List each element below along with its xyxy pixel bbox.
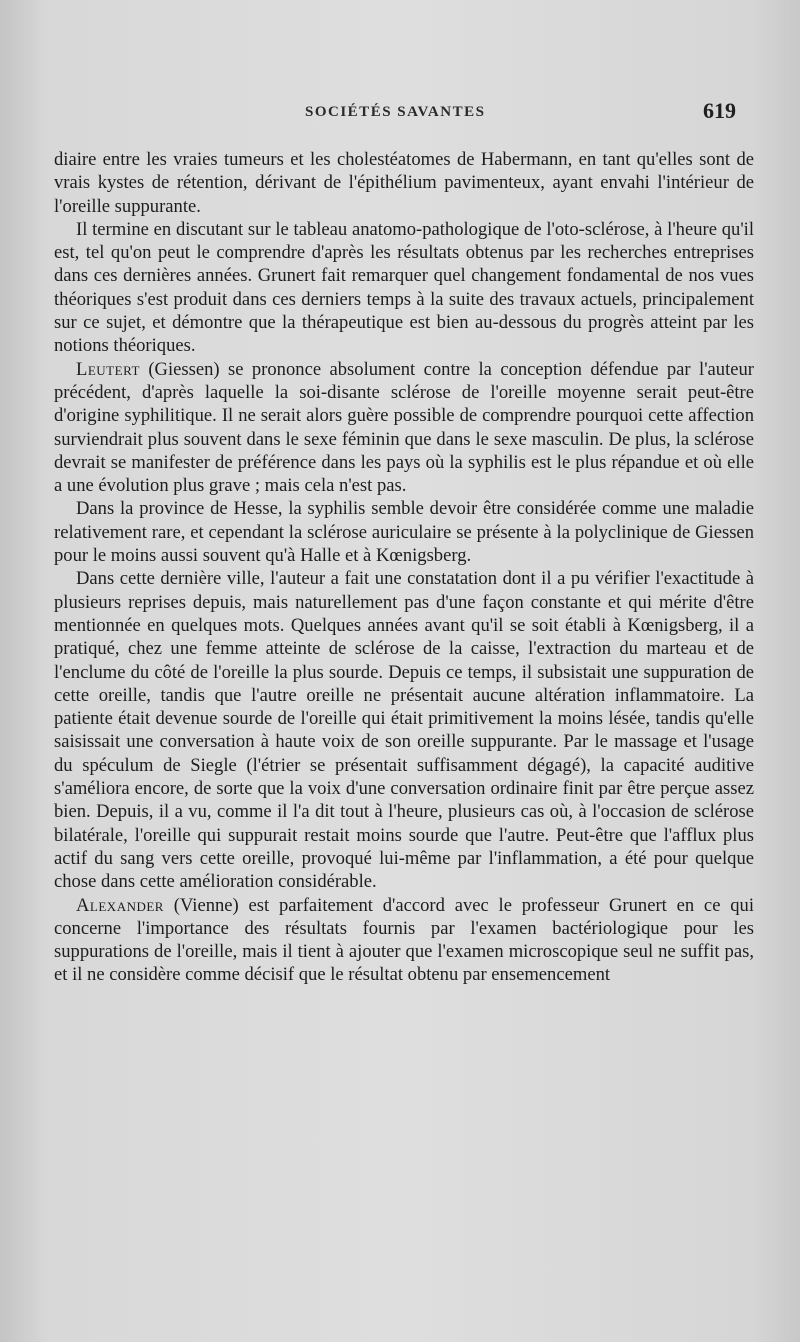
page-number: 619 — [703, 98, 736, 123]
body-text — [54, 148, 754, 987]
paragraph-1 — [54, 148, 754, 218]
paragraph-3 — [54, 358, 754, 498]
paragraph-2 — [54, 218, 754, 358]
paragraph-5 — [54, 567, 754, 893]
speaker-name: Alexander — [76, 894, 164, 916]
paragraph-text: Dans la province de Hesse, la syphilis semble devoir être considérée comme une maladie relativement rare, et cependant la sclérose auriculaire se présente à la polyclinique de Giessen pour le moins aussi souvent qu'à Halle et à Kœnigsberg. — [54, 498, 754, 567]
paragraph-text: Il termine en discutant sur le tableau anatomo-pathologique de l'oto-sclérose, à l'heure qu'il est, tel qu'on peut le comprendre d'après les résultats obtenus par les recherches entreprises dans ces dernières années. Grunert fait remarquer quel changement fondamental de nos vues théoriques s'est produit dans ces derniers temps à la suite des travaux actuels, principalement sur ce sujet, et démontre que la thérapeutique est bien au-dessous du progrès atteint par les notions théoriques. — [54, 218, 754, 357]
running-header — [0, 96, 800, 130]
paragraph-text: Dans cette dernière ville, l'auteur a fait une constatation dont il a pu vérifier l'exactitude à plusieurs reprises depuis, mais naturellement pas d'une façon constante et qui mérite d'être mentionnée en quelques mots. Quelques années avant qu'il se soit établi à Kœnigsberg, il a pratiqué, chez une femme atteinte de sclérose de la caisse, l'extraction du marteau et de l'enclume du côté de l'oreille la plus sourde. Depuis ce temps, il subsistait une suppuration de cette oreille, tandis que l'autre oreille ne présentait aucune altération inflammatoire. La patiente était devenue sourde de l'oreille qui était primitivement la moins lésée, tandis qu'elle saisissait une conversation à haute voix de son oreille suppurante. Par le massage et l'usage du spéculum de Siegle (l'étrier se présentait suffisamment dégagé), la capacité auditive s'améliora encore, de sorte que la voix d'une conversation ordinaire finit par être perçue assez bien. Depuis, il a vu, comme il l'a dit tout à l'heure, plusieurs cas où, à l'occasion de sclérose bilatérale, l'oreille qui suppurait restait moins sourde que l'autre. Peut-être que l'afflux plus actif du sang vers cette oreille, provoqué lui-même par l'inflammation, a été pour quelque chose dans cette amélioration considérable. — [54, 568, 754, 893]
running-title: SOCIÉTÉS SAVANTES — [305, 104, 486, 120]
speaker-name: Leutert — [76, 358, 140, 380]
paragraph-text: diaire entre les vraies tumeurs et les cholestéatomes de Habermann, en tant qu'elles sont de vrais kystes de rétention, dérivant de l'épithélium pavimenteux, ayant envahi l'intérieur de l'oreille suppurante. — [54, 149, 754, 217]
paragraph-4 — [54, 497, 754, 567]
paragraph-text: (Giessen) se prononce absolument contre la conception défendue par l'auteur précédent, d'après laquelle la soi-disante sclérose de l'oreille moyenne serait peut-être d'origine syphilitique. Il ne serait alors guère possible de comprendre pourquoi cette affection surviendrait plus souvent dans le sexe féminin que dans le sexe masculin. De plus, la sclérose devrait se manifester de préférence dans les pays où la syphilis est le plus répandue et où elle a une évolution plus grave ; mais cela n'est pas. — [54, 358, 754, 497]
paragraph-text: (Vienne) est parfaitement d'accord avec le professeur Grunert en ce qui concerne l'importance des résultats fournis par l'examen bactériologique pour les suppurations de l'oreille, mais il tient à ajouter que l'examen microscopique seul ne suffit pas, et il ne considère comme décisif que le résultat obtenu par ensemencement — [54, 894, 754, 986]
paragraph-6 — [54, 894, 754, 987]
